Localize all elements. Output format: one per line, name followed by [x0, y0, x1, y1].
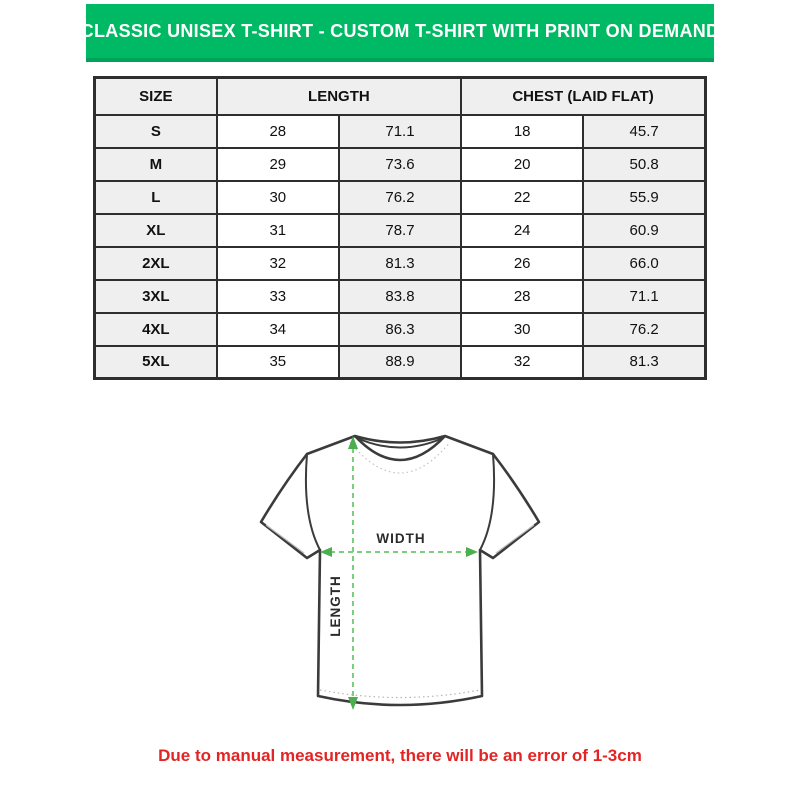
size-chart-page	[0, 4, 800, 800]
size-value: 3XL	[95, 280, 217, 313]
width-label: WIDTH	[376, 531, 426, 546]
chest-cm-value: 45.7	[583, 115, 705, 148]
length-in-value: 33	[217, 280, 339, 313]
length-in-value: 30	[217, 181, 339, 214]
chest-in-value: 28	[461, 280, 583, 313]
length-cm-value: 78.7	[339, 214, 461, 247]
chest-cm-value: 60.9	[583, 214, 705, 247]
table-row	[95, 346, 706, 379]
table-row	[95, 115, 706, 148]
length-in-value: 34	[217, 313, 339, 346]
tshirt-outline	[261, 436, 539, 705]
chest-in-value: 30	[461, 313, 583, 346]
length-in-value: 29	[217, 148, 339, 181]
length-in-value: 35	[217, 346, 339, 379]
length-in-value: 28	[217, 115, 339, 148]
chest-in-value: 22	[461, 181, 583, 214]
tshirt-drawing	[240, 420, 560, 742]
chest-cm-value: 71.1	[583, 280, 705, 313]
measurement-disclaimer: Due to manual measurement, there will be an error of 1-3cm	[158, 746, 642, 765]
chest-in-value: 24	[461, 214, 583, 247]
table-row	[95, 214, 706, 247]
chest-in-value: 20	[461, 148, 583, 181]
header-length: LENGTH	[217, 78, 461, 115]
size-table	[93, 76, 707, 380]
chest-in-value: 26	[461, 247, 583, 280]
length-cm-value: 73.6	[339, 148, 461, 181]
length-cm-value: 83.8	[339, 280, 461, 313]
chest-cm-value: 66.0	[583, 247, 705, 280]
size-value: 2XL	[95, 247, 217, 280]
table-row	[95, 247, 706, 280]
length-cm-value: 71.1	[339, 115, 461, 148]
header-chest: CHEST (LAID FLAT)	[461, 78, 705, 115]
length-label: LENGTH	[328, 575, 343, 637]
size-value: 4XL	[95, 313, 217, 346]
header-size: SIZE	[95, 78, 217, 115]
length-in-value: 32	[217, 247, 339, 280]
chest-cm-value: 50.8	[583, 148, 705, 181]
size-value: 5XL	[95, 346, 217, 379]
length-in-value: 31	[217, 214, 339, 247]
size-value: L	[95, 181, 217, 214]
size-value: M	[95, 148, 217, 181]
length-cm-value: 86.3	[339, 313, 461, 346]
tshirt-diagram	[240, 420, 560, 742]
length-cm-value: 88.9	[339, 346, 461, 379]
table-header-row	[95, 78, 706, 115]
size-value: S	[95, 115, 217, 148]
length-cm-value: 81.3	[339, 247, 461, 280]
table-row	[95, 181, 706, 214]
page-title: CLASSIC UNISEX T-SHIRT - CUSTOM T-SHIRT WITH PRINT ON DEMAND	[80, 20, 720, 41]
chest-cm-value: 76.2	[583, 313, 705, 346]
chest-cm-value: 55.9	[583, 181, 705, 214]
length-cm-value: 76.2	[339, 181, 461, 214]
chest-in-value: 32	[461, 346, 583, 379]
table-row	[95, 148, 706, 181]
table-row	[95, 313, 706, 346]
size-value: XL	[95, 214, 217, 247]
table-row	[95, 280, 706, 313]
chest-in-value: 18	[461, 115, 583, 148]
chest-cm-value: 81.3	[583, 346, 705, 379]
title-banner	[80, 4, 720, 62]
